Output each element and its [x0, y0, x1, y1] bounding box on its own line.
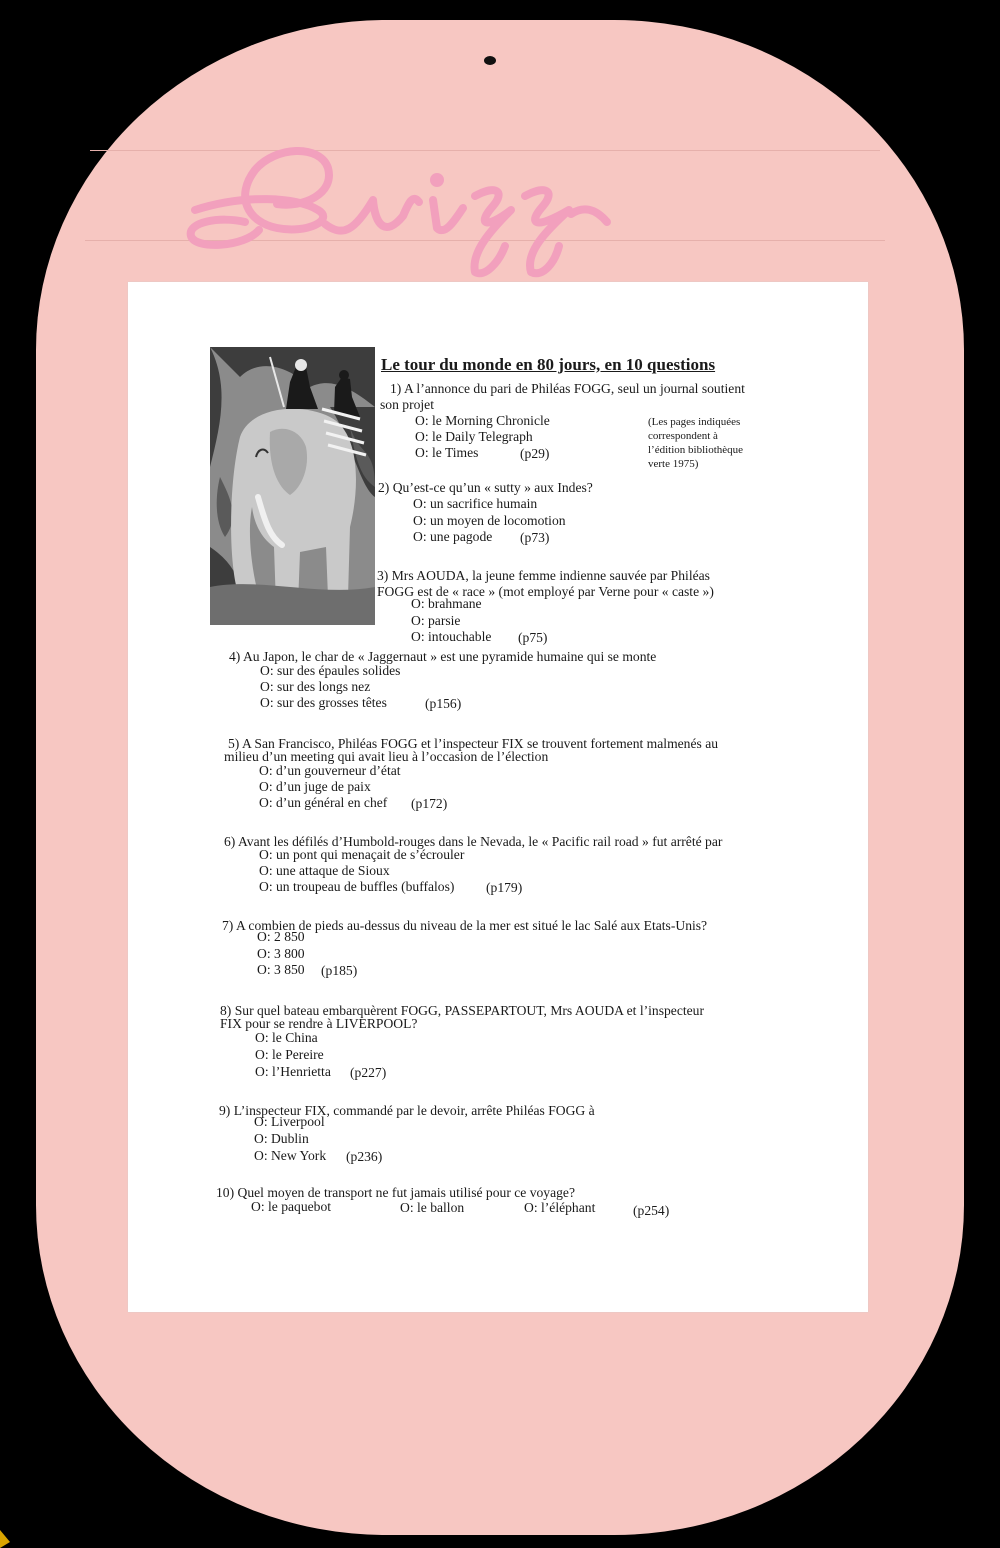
question-5-option[interactable]: O: d’un général en chef — [259, 795, 388, 810]
edition-note-line: verte 1975) — [648, 458, 699, 470]
question-2-page-ref: (p73) — [520, 530, 550, 545]
question-10-option[interactable]: O: le paquebot — [251, 1199, 332, 1214]
question-8-option[interactable]: O: le Pereire — [255, 1047, 324, 1062]
question-9-option[interactable]: O: Dublin — [254, 1131, 309, 1146]
question-5-text: milieu d’un meeting qui avait lieu à l’occasion de l’élection — [224, 749, 549, 764]
edition-note-line: l’édition bibliothèque — [648, 444, 744, 456]
elephant-illustration — [210, 347, 375, 625]
question-9-page-ref: (p236) — [346, 1149, 383, 1164]
question-2-option[interactable]: O: un moyen de locomotion — [413, 513, 566, 528]
question-9-option[interactable]: O: Liverpool — [254, 1114, 325, 1129]
question-6-option[interactable]: O: un pont qui menaçait de s’écrouler — [259, 847, 465, 862]
question-5-option[interactable]: O: d’un gouverneur d’état — [259, 763, 401, 778]
question-7-option[interactable]: O: 3 800 — [257, 946, 305, 961]
question-8-text: 8) Sur quel bateau embarquèrent FOGG, PASSEPARTOUT, Mrs AOUDA et l’inspecteur — [220, 1003, 704, 1018]
quizz-script-title — [175, 112, 635, 292]
question-4-option[interactable]: O: sur des épaules solides — [260, 663, 401, 678]
question-10-option[interactable]: O: l’éléphant — [524, 1200, 596, 1215]
question-3-option[interactable]: O: parsie — [411, 613, 461, 628]
question-3-page-ref: (p75) — [518, 630, 548, 645]
question-7-page-ref: (p185) — [321, 963, 358, 978]
question-1-option[interactable]: O: le Morning Chronicle — [415, 413, 550, 428]
question-4-option[interactable]: O: sur des longs nez — [260, 679, 371, 694]
quiz-heading: Le tour du monde en 80 jours, en 10 questions — [381, 355, 716, 374]
question-6-page-ref: (p179) — [486, 880, 523, 895]
question-8-text: FIX pour se rendre à LIVERPOOL? — [220, 1016, 418, 1031]
question-3-option[interactable]: O: intouchable — [411, 629, 492, 644]
question-4-page-ref: (p156) — [425, 696, 462, 711]
edition-note-line: (Les pages indiquées — [648, 416, 741, 428]
question-2-option[interactable]: O: une pagode — [413, 529, 493, 544]
question-1-option[interactable]: O: le Daily Telegraph — [415, 429, 533, 444]
edition-note-line: correspondent à — [648, 430, 718, 442]
question-4-text: 4) Au Japon, le char de « Jaggernaut » est une pyramide humaine qui se monte — [229, 649, 657, 664]
question-2-text: 2) Qu’est-ce qu’un « sutty » aux Indes? — [378, 480, 593, 495]
question-3-option[interactable]: O: brahmane — [411, 596, 482, 611]
corner-mark — [0, 1522, 18, 1548]
question-6-option[interactable]: O: une attaque de Sioux — [259, 863, 390, 878]
question-1-text: 1) A l’annonce du pari de Philéas FOGG, seul un journal soutient — [390, 381, 745, 396]
question-10-option[interactable]: O: le ballon — [400, 1200, 465, 1215]
question-10-text: 10) Quel moyen de transport ne fut jamais utilisé pour ce voyage? — [216, 1185, 575, 1200]
question-6-option[interactable]: O: un troupeau de buffles (buffalos) — [259, 879, 455, 894]
question-9-text: 9) L’inspecteur FIX, commandé par le devoir, arrête Philéas FOGG à — [219, 1103, 595, 1118]
question-1-option[interactable]: O: le Times — [415, 445, 479, 460]
question-7-option[interactable]: O: 3 850 — [257, 962, 305, 977]
question-5-page-ref: (p172) — [411, 796, 448, 811]
question-4-option[interactable]: O: sur des grosses têtes — [260, 695, 387, 710]
question-6-text: 6) Avant les défilés d’Humbold-rouges dans le Nevada, le « Pacific rail road » fut arrêté par — [224, 834, 723, 849]
question-1-text: son projet — [380, 397, 434, 412]
question-5-option[interactable]: O: d’un juge de paix — [259, 779, 371, 794]
question-7-text: 7) A combien de pieds au-dessus du niveau de la mer est situé le lac Salé aux Etats-Unis? — [222, 918, 708, 933]
question-sheet — [128, 282, 868, 1312]
question-9-option[interactable]: O: New York — [254, 1148, 327, 1163]
question-5-text: 5) A San Francisco, Philéas FOGG et l’inspecteur FIX se trouvent fortement malmenés au — [228, 736, 719, 751]
question-8-page-ref: (p227) — [350, 1065, 387, 1080]
question-10-page-ref: (p254) — [633, 1203, 670, 1218]
question-2-option[interactable]: O: un sacrifice humain — [413, 496, 538, 511]
punch-hole — [484, 56, 496, 65]
question-8-option[interactable]: O: le China — [255, 1030, 318, 1045]
question-7-option[interactable]: O: 2 850 — [257, 929, 305, 944]
question-8-option[interactable]: O: l’Henrietta — [255, 1064, 331, 1079]
question-3-text: 3) Mrs AOUDA, la jeune femme indienne sauvée par Philéas — [377, 568, 710, 583]
question-1-page-ref: (p29) — [520, 446, 550, 461]
question-3-text: FOGG est de « race » (mot employé par Verne pour « caste ») — [377, 584, 714, 599]
